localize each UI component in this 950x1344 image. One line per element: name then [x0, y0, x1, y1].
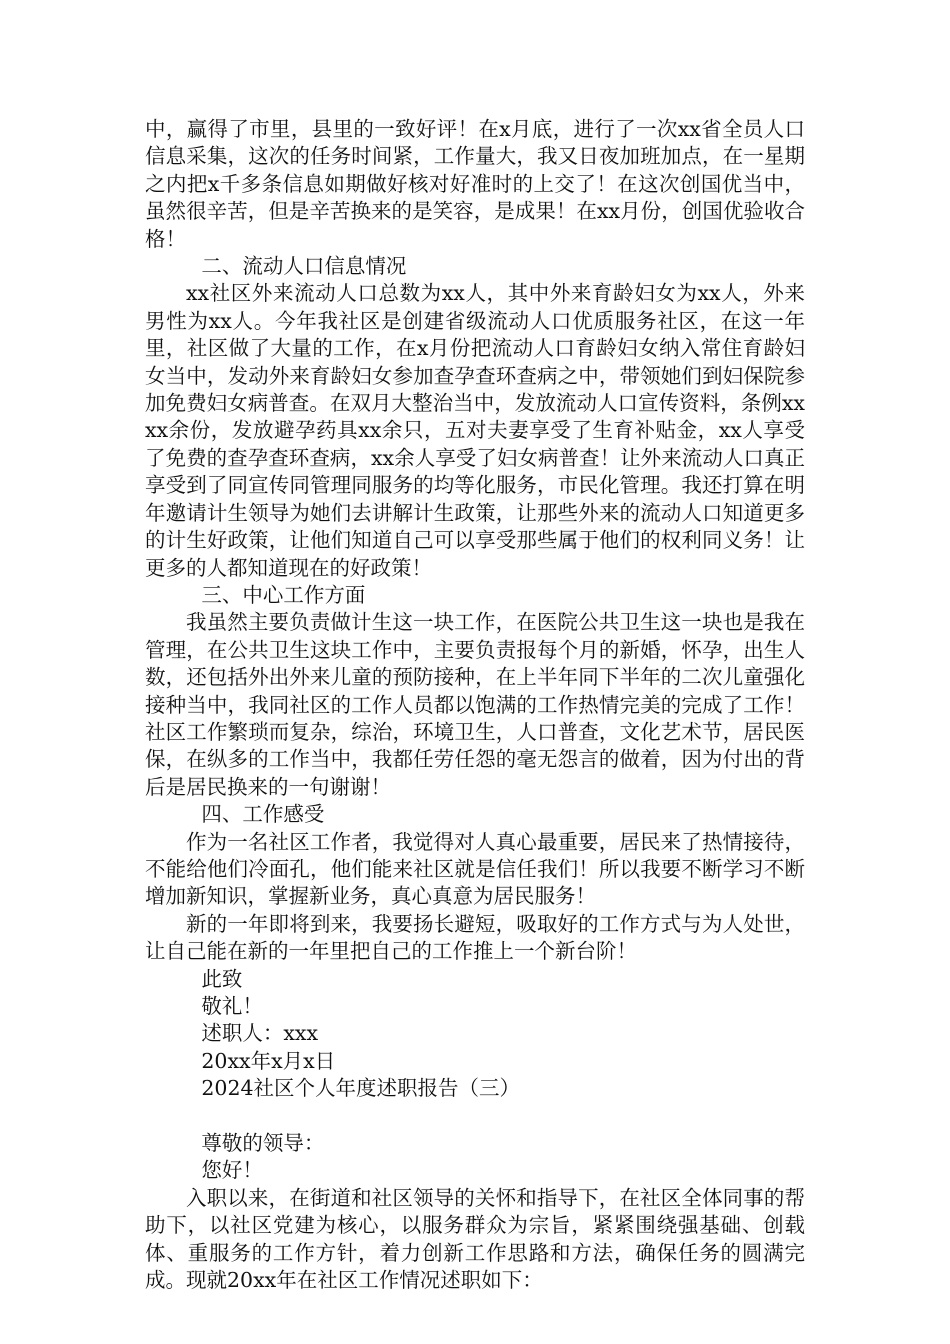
reporter-signature: 述职人：xxx	[201, 1021, 319, 1046]
section-heading-work-feelings: 四、工作感受	[201, 802, 325, 827]
greeting-address: 尊敬的领导：	[201, 1131, 325, 1156]
greeting-hello: 您好！	[201, 1158, 263, 1183]
paragraph-floating-population: xx社区外来流动人口总数为xx人，其中外来育龄妇女为xx人，外来男性为xx人。今年我社区是创建省级流动人口优质服务社区，在这一年里，社区做了大量的工作，在x月份把流动人口育龄妇女纳入常住育龄妇女当中，发动外来育龄妇女参加查孕查环查病之中，带领她们到妇保院参加免费妇女病普查。在双月大整治当中，发放流动人口宣传资料，条例xxxx余份，发放避孕药具xx余只，五对夫妻享受了生育补贴金，xx人享受了免费的查孕查环查病，xx余人享受了妇女病普查！让外来流动人口真正享受到了同宣传同管理同服务的均等化服务，市民化管理。我还打算在明年邀请计生领导为她们去讲解计生政策，让那些外来的流动人口知道更多的计生好政策，让他们知道自己可以享受那些属于他们的权利同义务！让更多的人都知道现在的好政策！	[145, 281, 805, 580]
paragraph-continuation: 中，赢得了市里，县里的一致好评！在x月底，进行了一次xx省全员人口信息采集，这次的任务时间紧，工作量大，我又日夜加班加点，在一星期之内把x千多条信息如期做好核对好准时的上交了！在这次创国优当中，虽然很辛苦，但是辛苦换来的是笑容，是成果！在xx月份，创国优验收合格！	[145, 117, 805, 251]
section-heading-floating-population: 二、流动人口信息情况	[201, 254, 407, 279]
document-page	[145, 116, 805, 1294]
paragraph-work-feelings: 作为一名社区工作者，我觉得对人真心最重要，居民来了热情接待，不能给他们冷面孔，他们能来社区就是信任我们！所以我要不断学习不断增加新知识，掌握新业务，真心真意为居民服务！	[145, 829, 805, 909]
section-heading-central-work: 三、中心工作方面	[201, 582, 366, 607]
report-date: 20xx年x月x日	[201, 1048, 336, 1073]
paragraph-central-work: 我虽然主要负责做计生这一块工作，在医院公共卫生这一块也是我在管理，在公共卫生这块工作中，主要负责报每个月的新婚，怀孕，出生人数，还包括外出外来儿童的预防接种，在上半年同下半年的二次儿童强化接种当中，我同社区的工作人员都以饱满的工作热情完美的完成了工作！社区工作繁琐而复杂，综治，环境卫生，人口普查，文化艺术节，居民医保，在纵多的工作当中，我都任劳任怨的毫无怨言的做着，因为付出的背后是居民换来的一句谢谢！	[145, 610, 805, 799]
report-title: 2024社区个人年度述职报告（三）	[201, 1076, 521, 1101]
blank-line	[145, 1103, 805, 1130]
closing-regards: 敬礼！	[201, 994, 263, 1018]
paragraph-new-year: 新的一年即将到来，我要扬长避短，吸取好的工作方式与为人处世，让自己能在新的一年里把自己的工作推上一个新台阶！	[145, 911, 805, 964]
paragraph-introduction: 入职以来，在街道和社区领导的关怀和指导下，在社区全体同事的帮助下，以社区党建为核心，以服务群众为宗旨，紧紧围绕强基础、创载体、重服务的工作方针，着力创新工作思路和方法，确保任务的圆满完成。现就20xx年在社区工作情况述职如下：	[145, 1185, 805, 1293]
closing-salutation: 此致	[201, 966, 243, 991]
